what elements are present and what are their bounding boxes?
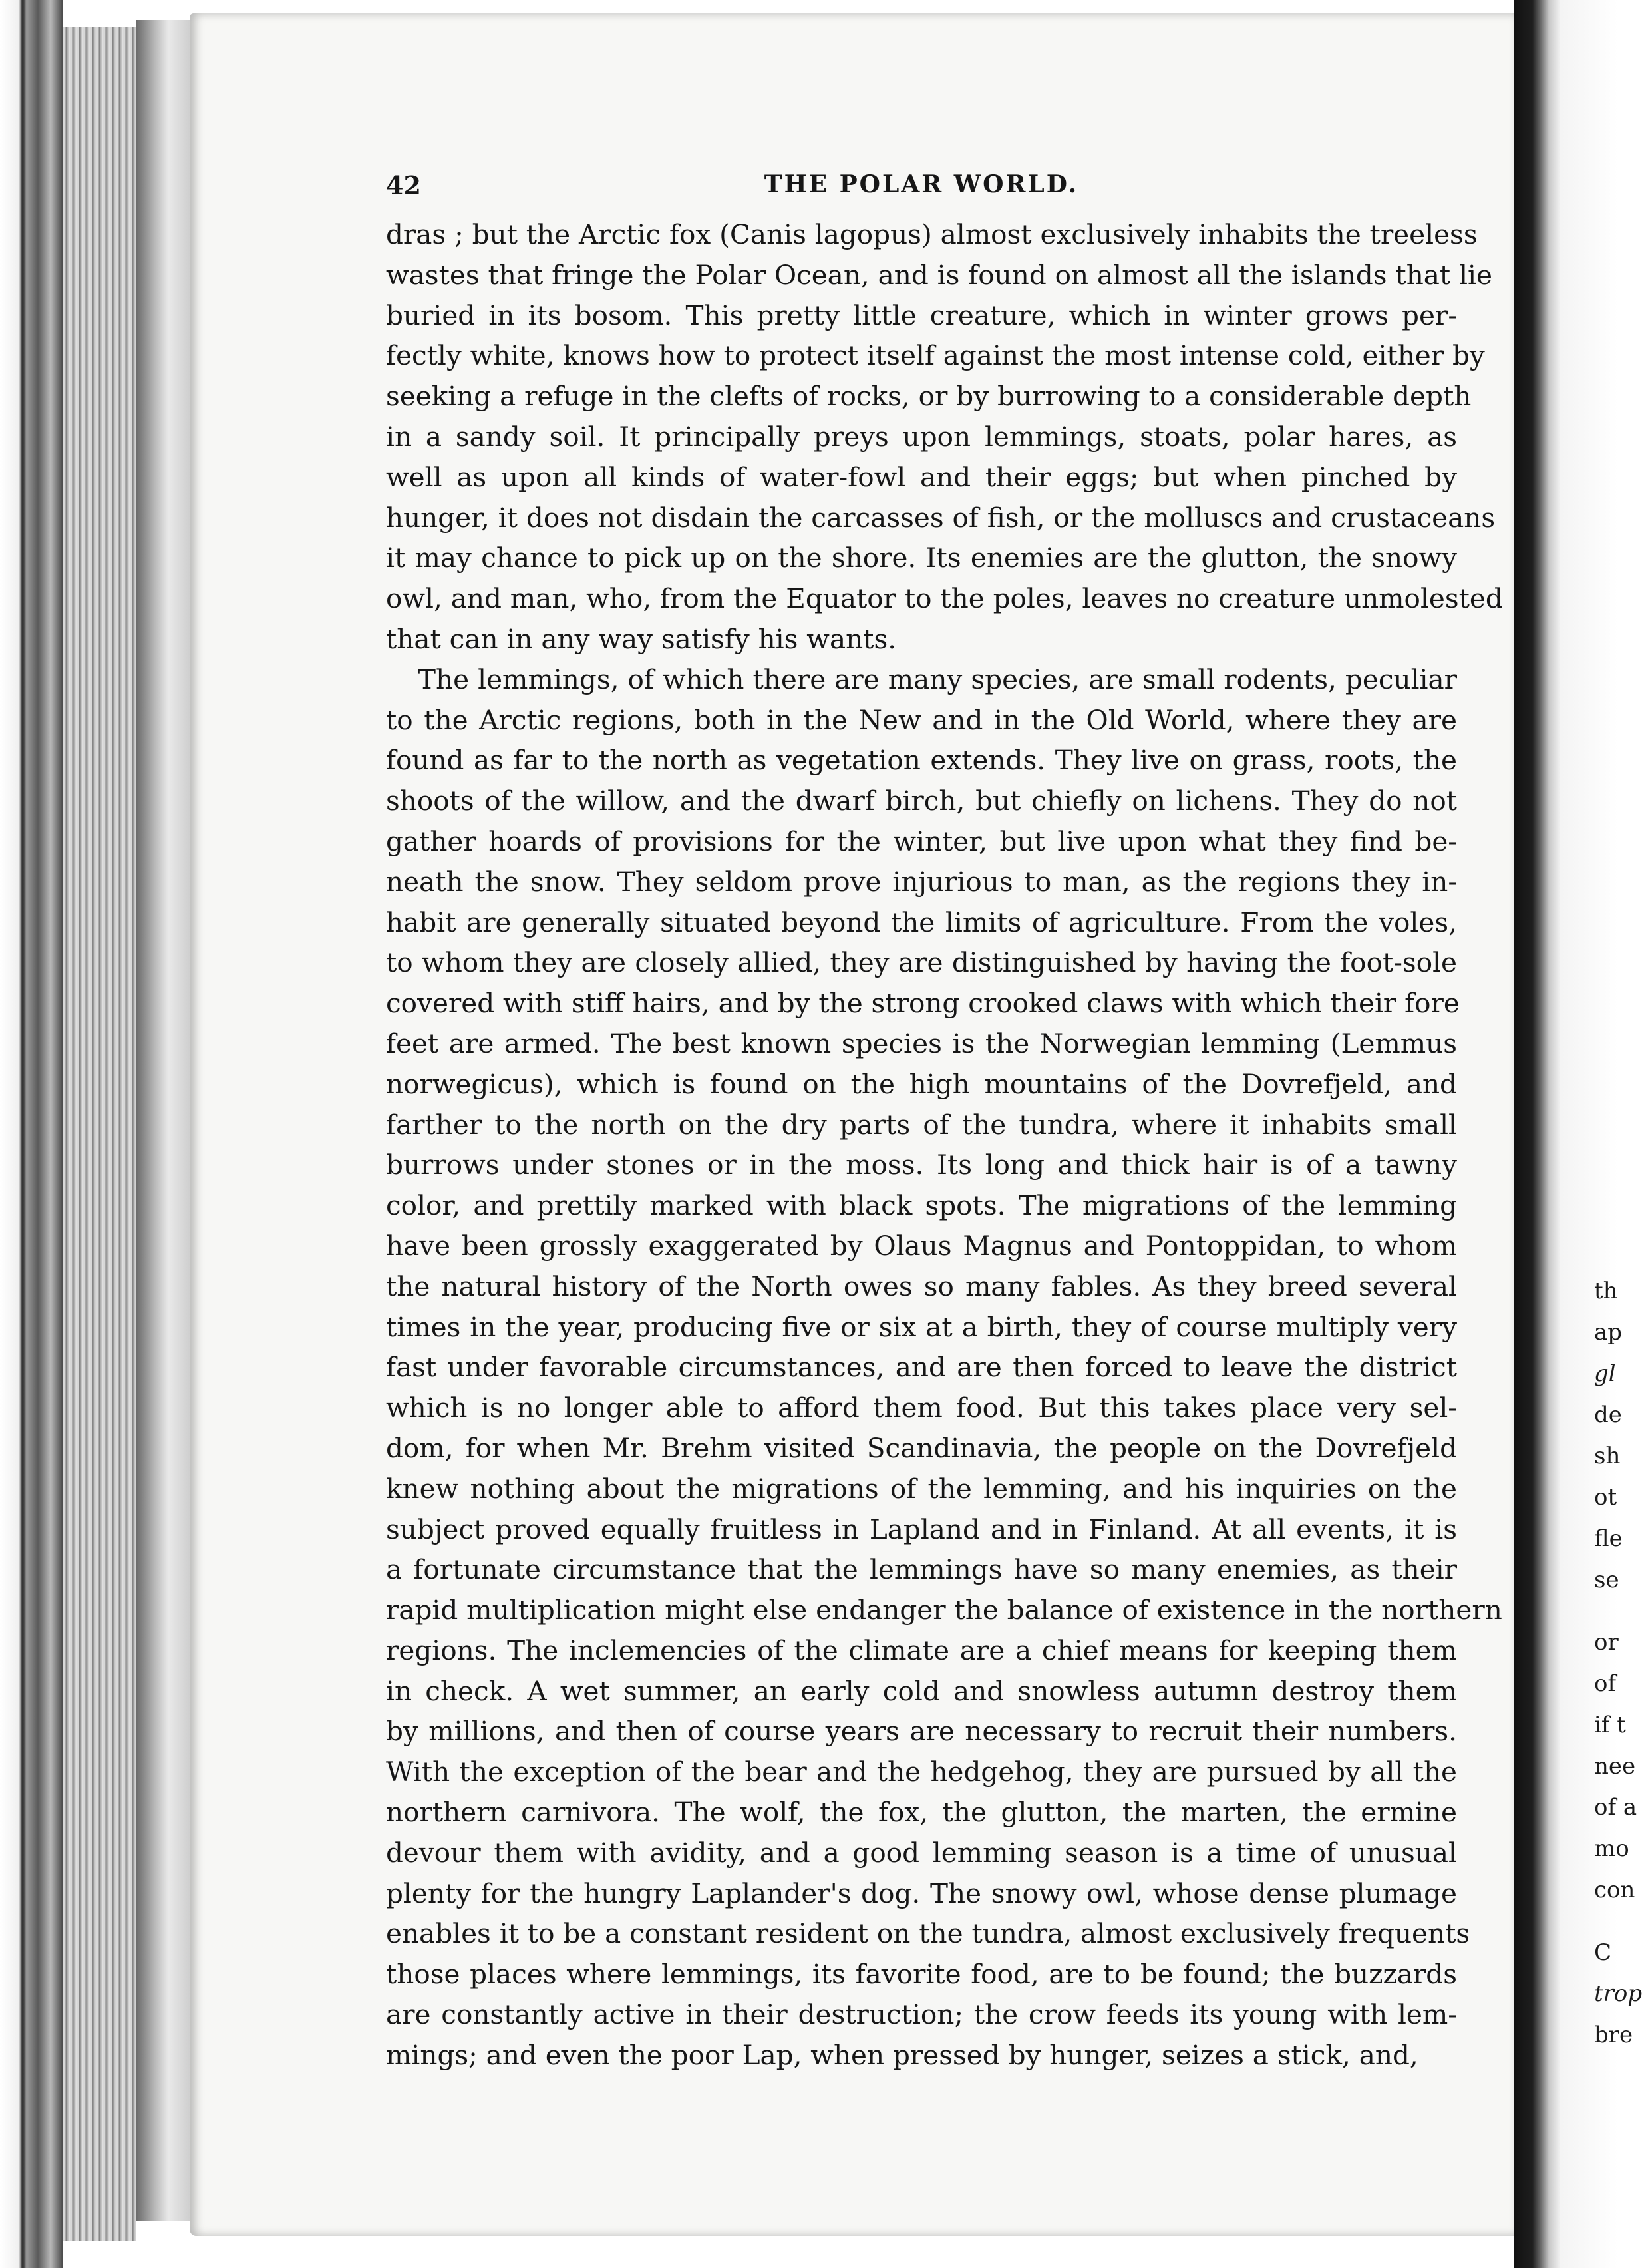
facing-page-fragment: gl bbox=[1594, 1360, 1616, 1387]
facing-page-fragment: nee bbox=[1594, 1753, 1636, 1780]
text-line: fectly white, knows how to protect itself against the most intense cold, either by bbox=[386, 339, 1485, 372]
text-line: are constantly active in their destruction; the crow feeds its young with lem- bbox=[386, 1998, 1457, 2031]
text-line: With the exception of the bear and the hedgehog, they are pursued by all the bbox=[386, 1756, 1457, 1788]
text-line: wastes that fringe the Polar Ocean, and is found on almost all the islands that lie bbox=[386, 258, 1492, 291]
text-line: the natural history of the North owes so many fables. As they breed several bbox=[386, 1270, 1457, 1302]
text-line: habit are generally situated beyond the limits of agriculture. From the voles, bbox=[386, 906, 1457, 938]
facing-page-fragment: bre bbox=[1594, 2022, 1633, 2048]
text-line: shoots of the willow, and the dwarf birch, but chiefly on lichens. They do not bbox=[386, 785, 1457, 817]
text-line: dras ; but the Arctic fox (Canis lagopus) almost exclusively inhabits the treeless bbox=[386, 218, 1478, 250]
text-line: to whom they are closely allied, they are distinguished by having the foot-sole bbox=[386, 946, 1457, 979]
facing-page-fragment: of bbox=[1594, 1670, 1617, 1697]
text-line: which is no longer able to afford them food. But this takes place very sel- bbox=[386, 1392, 1457, 1424]
text-line: by millions, and then of course years are necessary to recruit their numbers. bbox=[386, 1715, 1457, 1748]
binding-edge bbox=[0, 0, 63, 2268]
facing-page-fragment: C bbox=[1594, 1939, 1612, 1966]
text-line: neath the snow. They seldom prove injurious to man, as the regions they in- bbox=[386, 865, 1457, 898]
page-content bbox=[386, 162, 1503, 2076]
facing-page-fragment: th bbox=[1594, 1278, 1618, 1304]
text-line: regions. The inclemencies of the climate are a chief means for keeping them bbox=[386, 1634, 1457, 1666]
text-line: subject proved equally fruitless in Lapland and in Finland. At all events, it is bbox=[386, 1513, 1457, 1545]
text-line: plenty for the hungry Laplander's dog. The snowy owl, whose dense plumage bbox=[386, 1877, 1457, 1909]
text-line: covered with stiff hairs, and by the strong crooked claws with which their fore bbox=[386, 987, 1460, 1020]
text-line: devour them with avidity, and a good lemming season is a time of unusual bbox=[386, 1836, 1457, 1869]
page-number: 42 bbox=[386, 170, 421, 200]
paragraph bbox=[386, 660, 1502, 2076]
text-line: those places where lemmings, its favorite food, are to be found; the buzzards bbox=[386, 1958, 1457, 1990]
paragraph bbox=[386, 214, 1503, 660]
text-line: fast under favorable circumstances, and are then forced to leave the district bbox=[386, 1351, 1457, 1384]
body-text bbox=[386, 214, 1503, 2076]
facing-page-fragment: or bbox=[1594, 1629, 1619, 1656]
facing-page-fragment: ot bbox=[1594, 1484, 1617, 1511]
facing-page-fragment: if t bbox=[1594, 1712, 1626, 1738]
text-line: farther to the north on the dry parts of the tundra, where it inhabits small bbox=[386, 1108, 1457, 1141]
text-line: color, and prettily marked with black spots. The migrations of the lemming bbox=[386, 1189, 1457, 1222]
text-line: well as upon all kinds of water-fowl and their eggs; but when pinched by bbox=[386, 461, 1457, 493]
text-line: in check. A wet summer, an early cold and snowless autumn destroy them bbox=[386, 1674, 1457, 1707]
text-line: have been grossly exaggerated by Olaus Magnus and Pontoppidan, to whom bbox=[386, 1229, 1457, 1262]
text-line: enables it to be a constant resident on the tundra, almost exclusively frequents bbox=[386, 1917, 1470, 1950]
text-line: burrows under stones or in the moss. Its long and thick hair is of a tawny bbox=[386, 1149, 1457, 1181]
facing-page-fragment: se bbox=[1594, 1567, 1619, 1593]
text-line: gather hoards of provisions for the winter, but live upon what they find be- bbox=[386, 825, 1457, 857]
facing-page-fragment: ap bbox=[1594, 1319, 1623, 1346]
text-line: that can in any way satisfy his wants. bbox=[386, 622, 897, 655]
text-line: feet are armed. The best known species is the Norwegian lemming (Lemmus bbox=[386, 1027, 1457, 1059]
text-line: in a sandy soil. It principally preys upon lemmings, stoats, polar hares, as bbox=[386, 420, 1457, 453]
text-line: northern carnivora. The wolf, the fox, the glutton, the marten, the ermine bbox=[386, 1796, 1457, 1829]
text-line: mings; and even the poor Lap, when pressed by hunger, seizes a stick, and, bbox=[386, 2038, 1418, 2071]
text-line: found as far to the north as vegetation extends. They live on grass, roots, the bbox=[386, 744, 1457, 777]
facing-page-fragment: de bbox=[1594, 1402, 1622, 1428]
facing-page-text-fragments bbox=[1594, 0, 1642, 2268]
page-stack-edge bbox=[63, 27, 136, 2241]
text-line: a fortunate circumstance that the lemmings have so many enemies, as their bbox=[386, 1553, 1457, 1586]
facing-page-fragment: of a bbox=[1594, 1794, 1637, 1821]
text-line: to the Arctic regions, both in the New and in the Old World, where they are bbox=[386, 703, 1457, 736]
facing-page-fragment: trop bbox=[1594, 1981, 1642, 2007]
text-line: seeking a refuge in the clefts of rocks, or by burrowing to a considerable depth bbox=[386, 380, 1472, 413]
text-line: norwegicus), which is found on the high mountains of the Dovrefjeld, and bbox=[386, 1067, 1457, 1100]
text-line: knew nothing about the migrations of the lemming, and his inquiries on the bbox=[386, 1472, 1457, 1505]
gutter-shadow bbox=[136, 20, 190, 2221]
text-line: rapid multiplication might else endanger the balance of existence in the northern bbox=[386, 1594, 1502, 1626]
text-line: it may chance to pick up on the shore. Its enemies are the glutton, the snowy bbox=[386, 542, 1457, 574]
facing-page-fragment: con bbox=[1594, 1877, 1635, 1903]
facing-page-fragment: fle bbox=[1594, 1525, 1623, 1552]
text-line: The lemmings, of which there are many species, are small rodents, peculiar bbox=[418, 663, 1457, 695]
running-title: THE POLAR WORLD. bbox=[764, 170, 1079, 198]
text-line: dom, for when Mr. Brehm visited Scandinavia, the people on the Dovrefjeld bbox=[386, 1431, 1457, 1464]
text-line: buried in its bosom. This pretty little creature, which in winter grows per- bbox=[386, 299, 1457, 331]
facing-page-fragment: mo bbox=[1594, 1835, 1629, 1862]
running-head bbox=[386, 162, 1457, 209]
text-line: times in the year, producing five or six at a birth, they of course multiply very bbox=[386, 1310, 1457, 1343]
text-line: hunger, it does not disdain the carcasses of fish, or the molluscs and crustaceans bbox=[386, 501, 1496, 534]
text-line: owl, and man, who, from the Equator to the poles, leaves no creature unmolested bbox=[386, 582, 1503, 615]
facing-page-fragment: sh bbox=[1594, 1443, 1621, 1469]
